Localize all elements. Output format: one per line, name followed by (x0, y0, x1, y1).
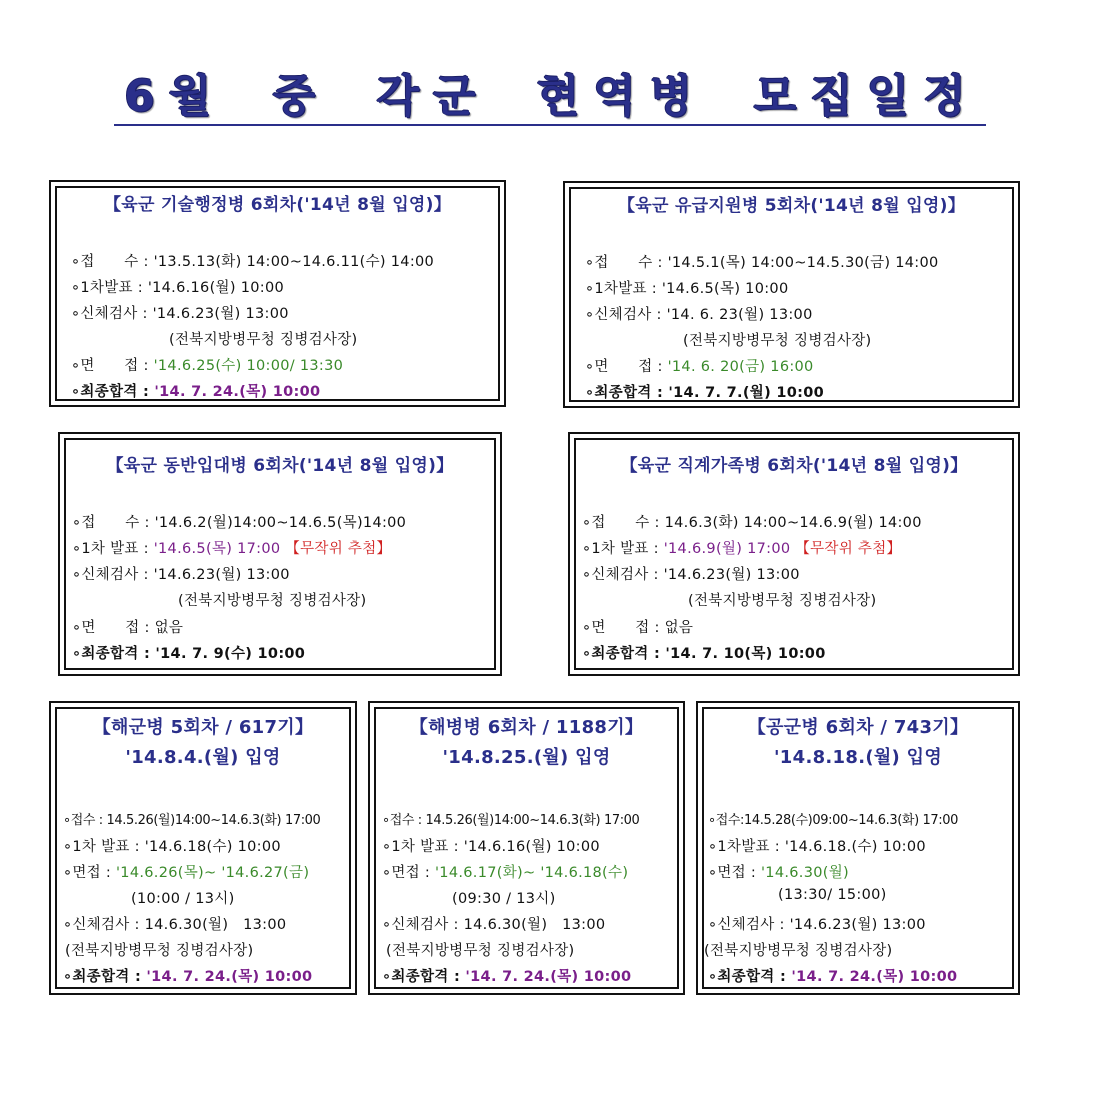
airforce-box (696, 701, 1020, 995)
physical-value: '14. 6. 23(월) 13:00 (666, 307, 813, 323)
reception-label: ∘접 수 : (582, 515, 660, 531)
first-result-note: 【무작위 추첨】 (285, 541, 392, 557)
army-tech-first-result (71, 276, 284, 297)
physical-value: '14.6.23(월) 13:00 (663, 567, 800, 583)
army-tech-reception (71, 250, 434, 271)
airforce-first-result (708, 835, 926, 856)
airforce-physical-place: (전북지방병무청 징병검사장) (704, 943, 893, 959)
physical-value: '14.6.23(월) 13:00 (789, 917, 926, 933)
marine-header-line2: '14.8.25.(월) 입영 (442, 747, 611, 768)
reception-value: '14.5.1(목) 14:00~14.5.30(금) 14:00 (667, 255, 939, 271)
army-supply-interview (585, 355, 814, 376)
physical-label: ∘신체검사 : (63, 917, 140, 933)
physical-label: ∘신체검사 : (382, 917, 459, 933)
first-result-value: '14.6.18.(수) 10:00 (784, 839, 926, 855)
first-result-value: '14.6.9(월) 17:00 (663, 541, 791, 557)
final-value: '14. 7. 7.(월) 10:00 (668, 385, 825, 401)
interview-label: ∘면접 : (382, 865, 431, 881)
final-value: '14. 7. 24.(목) 10:00 (154, 384, 321, 400)
marine-final (382, 965, 631, 986)
interview-label: ∘면 접 : (582, 620, 660, 636)
army-family-final (582, 642, 826, 663)
final-value: '14. 7. 24.(목) 10:00 (465, 969, 632, 985)
interview-label: ∘면접 : (63, 865, 112, 881)
interview-label: ∘면 접 : (585, 359, 663, 375)
final-label: ∘최종합격 : (382, 969, 461, 985)
army-companion-first-result (72, 537, 391, 558)
army-family-physical (582, 563, 800, 584)
marine-interview-time: (09:30 / 13시) (452, 891, 556, 907)
army-family-physical-place: (전북지방병무청 징병검사장) (688, 593, 877, 609)
physical-label: ∘신체검사 : (708, 917, 785, 933)
navy-final (63, 965, 312, 986)
interview-value: '14.6.17(화)~ '14.6.18(수) (435, 865, 629, 881)
navy-box (49, 701, 357, 995)
navy-interview (63, 861, 309, 882)
physical-value: '14.6.23(월) 13:00 (152, 306, 289, 322)
army-supply-reception (585, 251, 939, 272)
army-supply-first-result (585, 277, 788, 298)
airforce-header-line1: 【공군병 6회차 / 743기】 (747, 717, 969, 738)
marine-physical (382, 913, 605, 934)
reception-value: 14.6.3(화) 14:00~14.6.9(월) 14:00 (664, 515, 922, 531)
airforce-interview-time: (13:30/ 15:00) (778, 887, 887, 903)
army-tech-physical-place: (전북지방병무청 징병검사장) (169, 332, 358, 348)
physical-value: 14.6.30(월) 13:00 (463, 917, 606, 933)
marine-box (368, 701, 685, 995)
interview-label: ∘면접 : (708, 865, 757, 881)
physical-label: ∘신체검사 : (582, 567, 659, 583)
final-label: ∘최종합격 : (582, 646, 661, 662)
first-result-value: '14.6.5(목) 17:00 (153, 541, 281, 557)
first-result-note: 【무작위 추첨】 (795, 541, 902, 557)
army-tech-header: 【육군 기술행정병 6회차('14년 8월 입영)】 (103, 195, 452, 215)
first-result-label: ∘1차 발표 : (63, 839, 140, 855)
marine-header-line1: 【해병병 6회차 / 1188기】 (409, 717, 644, 738)
physical-value: 14.6.30(월) 13:00 (144, 917, 287, 933)
army-supply-box (563, 181, 1020, 408)
navy-physical-place: (전북지방병무청 징병검사장) (65, 943, 254, 959)
army-companion-physical (72, 563, 290, 584)
navy-interview-time: (10:00 / 13시) (131, 891, 235, 907)
army-companion-header: 【육군 동반입대병 6회차('14년 8월 입영)】 (106, 456, 454, 476)
army-companion-final (72, 642, 305, 663)
reception-label: ∘접 수 : (71, 254, 149, 270)
airforce-interview (708, 861, 849, 882)
army-supply-physical-place: (전북지방병무청 징병검사장) (683, 333, 872, 349)
interview-value: 없음 (664, 620, 694, 636)
final-label: ∘최종합격 : (72, 646, 151, 662)
first-result-label: ∘1차 발표 : (382, 839, 459, 855)
army-tech-final (71, 380, 320, 401)
final-value: '14. 7. 24.(목) 10:00 (146, 969, 313, 985)
interview-label: ∘면 접 : (71, 358, 149, 374)
first-result-label: ∘1차발표 : (71, 280, 143, 296)
navy-header-line2: '14.8.4.(월) 입영 (125, 747, 281, 768)
page-title (0, 72, 1100, 126)
airforce-header-line2: '14.8.18.(월) 입영 (773, 747, 943, 768)
first-result-value: '14.6.18(수) 10:00 (144, 839, 281, 855)
airforce-reception: ∘접수:14.5.28(수)09:00~14.6.3(화) 17:00 (708, 813, 958, 828)
first-result-value: '14.6.16(월) 10:00 (463, 839, 600, 855)
army-family-header: 【육군 직계가족병 6회차('14년 8월 입영)】 (620, 456, 968, 476)
army-family-reception (582, 511, 922, 532)
army-family-box (568, 432, 1020, 676)
army-companion-physical-place: (전북지방병무청 징병검사장) (178, 593, 367, 609)
army-companion-interview (72, 616, 183, 637)
final-label: ∘최종합격 : (71, 384, 150, 400)
army-supply-final (585, 381, 824, 402)
physical-label: ∘신체검사 : (71, 306, 148, 322)
army-companion-box (58, 432, 502, 676)
first-result-value: '14.6.5(목) 10:00 (661, 281, 789, 297)
marine-interview (382, 861, 628, 882)
army-supply-header: 【육군 유급지원병 5회차('14년 8월 입영)】 (617, 196, 966, 216)
final-value: '14. 7. 9(수) 10:00 (155, 646, 306, 662)
navy-physical (63, 913, 286, 934)
interview-value: '14.6.30(월) (761, 865, 849, 881)
final-value: '14. 7. 10(목) 10:00 (665, 646, 826, 662)
interview-label: ∘면 접 : (72, 620, 150, 636)
reception-value: '13.5.13(화) 14:00~14.6.11(수) 14:00 (153, 254, 435, 270)
page-title-text: 6월 중 각군 현역병 모집일정 (114, 72, 985, 126)
reception-label: ∘접 수 : (585, 255, 663, 271)
army-family-interview (582, 616, 693, 637)
interview-value: '14.6.26(목)~ '14.6.27(금) (116, 865, 310, 881)
interview-value: '14.6.25(수) 10:00/ 13:30 (153, 358, 344, 374)
army-family-first-result (582, 537, 901, 558)
navy-reception: ∘접수 : 14.5.26(월)14:00~14.6.3(화) 17:00 (63, 813, 321, 828)
army-tech-interview (71, 354, 343, 375)
physical-label: ∘신체검사 : (585, 307, 662, 323)
navy-header-line1: 【해군병 5회차 / 617기】 (92, 717, 314, 738)
airforce-final (708, 965, 957, 986)
marine-reception: ∘접수 : 14.5.26(월)14:00~14.6.3(화) 17:00 (382, 813, 640, 828)
final-value: '14. 7. 24.(목) 10:00 (791, 969, 958, 985)
marine-physical-place: (전북지방병무청 징병검사장) (386, 943, 575, 959)
physical-value: '14.6.23(월) 13:00 (153, 567, 290, 583)
final-label: ∘최종합격 : (585, 385, 664, 401)
first-result-label: ∘1차 발표 : (72, 541, 149, 557)
army-tech-physical (71, 302, 289, 323)
marine-first-result (382, 835, 600, 856)
army-supply-physical (585, 303, 813, 324)
first-result-label: ∘1차발표 : (585, 281, 657, 297)
final-label: ∘최종합격 : (63, 969, 142, 985)
interview-value: 없음 (154, 620, 184, 636)
reception-label: ∘접 수 : (72, 515, 150, 531)
first-result-label: ∘1차발표 : (708, 839, 780, 855)
final-label: ∘최종합격 : (708, 969, 787, 985)
army-tech-box (49, 180, 506, 407)
army-companion-reception (72, 511, 406, 532)
reception-value: '14.6.2(월)14:00~14.6.5(목)14:00 (154, 515, 407, 531)
physical-label: ∘신체검사 : (72, 567, 149, 583)
navy-first-result (63, 835, 281, 856)
first-result-value: '14.6.16(월) 10:00 (147, 280, 284, 296)
first-result-label: ∘1차 발표 : (582, 541, 659, 557)
interview-value: '14. 6. 20(금) 16:00 (667, 359, 814, 375)
airforce-physical (708, 913, 926, 934)
